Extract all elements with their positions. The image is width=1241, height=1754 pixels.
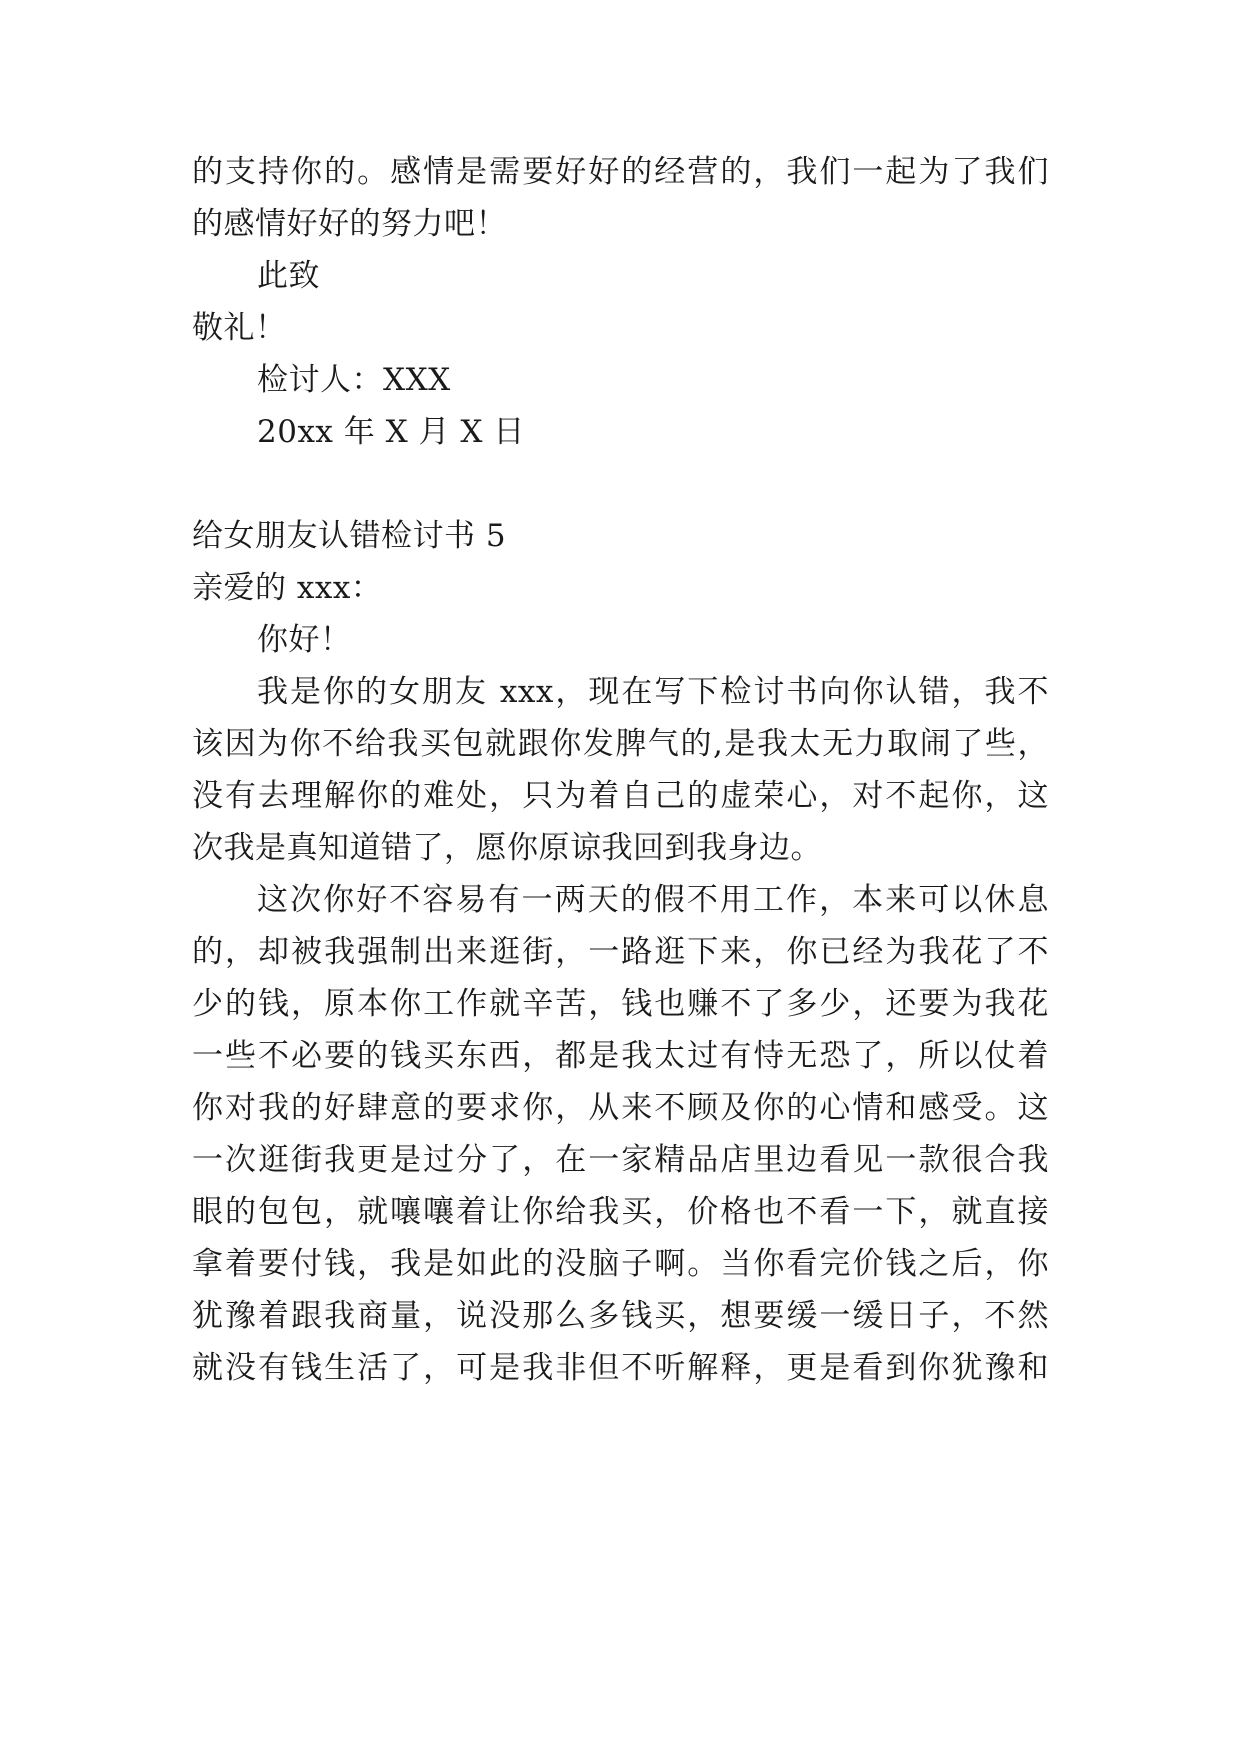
paragraph-line: 这次你好不容易有一两天的假不用工作，本来可以休息 [257,882,1049,918]
date-line: 20xx 年 X 月 X 日 [257,414,525,450]
paragraph-line: 你对我的好肆意的要求你，从来不顾及你的心情和感受。这 [192,1090,1049,1126]
signature-line: 检讨人：XXX [257,362,451,398]
paragraph-line: 少的钱，原本你工作就辛苦，钱也赚不了多少，还要为我花 [192,986,1049,1022]
section-title: 给女朋友认错检讨书 5 [192,518,507,554]
paragraph-line: 一些不必要的钱买东西，都是我太过有恃无恐了，所以仗着 [192,1038,1049,1074]
text-line: 的感情好好的努力吧！ [192,206,507,242]
paragraph-line: 犹豫着跟我商量，说没那么多钱买，想要缓一缓日子，不然 [192,1298,1049,1334]
paragraph-line: 次我是真知道错了，愿你原谅我回到我身边。 [192,830,822,866]
paragraph-line: 眼的包包，就嚷嚷着让你给我买，价格也不看一下，就直接 [192,1194,1049,1230]
paragraph-line: 该因为你不给我买包就跟你发脾气的,是我太无力取闹了些， [192,726,1049,762]
text-line: 的支持你的。感情是需要好好的经营的，我们一起为了我们 [192,154,1049,190]
greeting-line: 亲爱的 xxx： [192,570,383,606]
paragraph-line: 没有去理解你的难处，只为着自己的虚荣心，对不起你，这 [192,778,1049,814]
paragraph-line: 一次逛街我更是过分了，在一家精品店里边看见一款很合我 [192,1142,1049,1178]
closing-salutation: 此致 [257,258,320,294]
paragraph-line: 的，却被我强制出来逛街，一路逛下来，你已经为我花了不 [192,934,1049,970]
paragraph-line: 拿着要付钱，我是如此的没脑子啊。当你看完价钱之后，你 [192,1246,1049,1282]
greeting-hello: 你好！ [257,622,352,658]
paragraph-line: 就没有钱生活了，可是我非但不听解释，更是看到你犹豫和 [192,1350,1049,1386]
paragraph-line: 我是你的女朋友 xxx，现在写下检讨书向你认错，我不 [257,674,1049,710]
closing-regards: 敬礼！ [192,310,287,346]
